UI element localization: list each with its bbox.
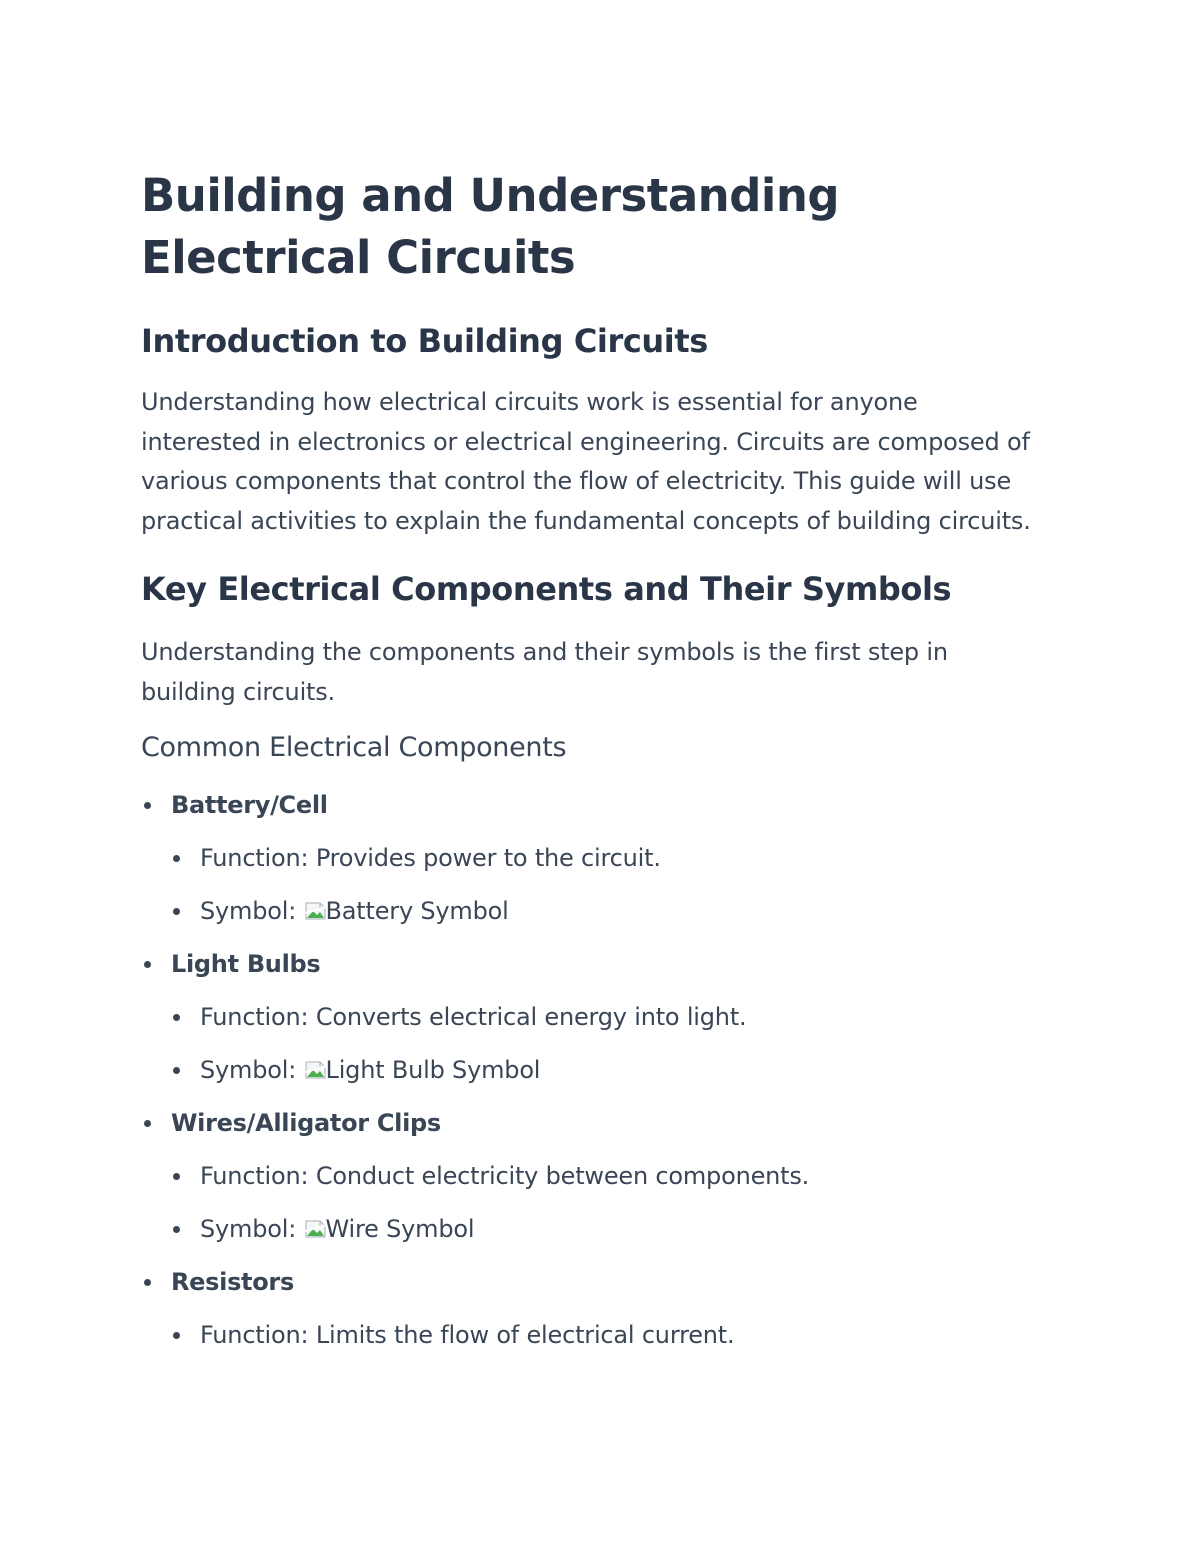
broken-image-icon [304, 901, 328, 921]
bullet-dot [173, 908, 180, 915]
list-item [171, 1157, 1041, 1196]
list-item [171, 1210, 1041, 1249]
bullet-dot [173, 855, 180, 862]
list-item [171, 892, 1041, 931]
symbol-alt-text: Battery Symbol [325, 897, 509, 925]
component-name: Wires/Alligator Clips [171, 1109, 441, 1137]
bullet-dot [144, 1279, 151, 1286]
function-label: Function: [200, 844, 309, 872]
list-item [141, 786, 1041, 931]
component-name: Light Bulbs [171, 950, 321, 978]
intro-paragraph: Understanding how electrical circuits work is essential for anyone interested in electronics or electrical engineering. Circuits are composed of various components that control the flow of electricity. This guide will use practical activities to explain the fundamental concepts of building circuits. [141, 388, 1031, 535]
intro-heading: Introduction to Building Circuits [141, 322, 708, 360]
bullet-dot [173, 1226, 180, 1233]
list-item [141, 945, 1041, 1090]
bullet-dot [144, 802, 151, 809]
component-details [171, 1157, 1041, 1249]
list-item [171, 998, 1041, 1037]
list-item [141, 1104, 1041, 1249]
bullet-dot [144, 1120, 151, 1127]
bullet-dot [144, 961, 151, 968]
list-item [141, 1263, 1041, 1355]
component-details [171, 839, 1041, 931]
function-text: Conduct electricity between components. [315, 1162, 810, 1190]
key-components-paragraph: Understanding the components and their symbols is the first step in building circuits. [141, 638, 948, 706]
document-title: Building and Understanding Electrical Circuits [141, 169, 840, 284]
list-item [171, 1051, 1041, 1090]
function-label: Function: [200, 1003, 309, 1031]
common-components-subheading: Common Electrical Components [141, 732, 567, 763]
document-page [141, 165, 1041, 1369]
component-details [171, 1316, 1041, 1355]
symbol-alt-text: Light Bulb Symbol [325, 1056, 541, 1084]
symbol-label: Symbol: [200, 1215, 297, 1243]
bullet-dot [173, 1067, 180, 1074]
symbol-label: Symbol: [200, 1056, 297, 1084]
list-item [171, 839, 1041, 878]
bullet-dot [173, 1173, 180, 1180]
symbol-label: Symbol: [200, 897, 297, 925]
component-list [141, 786, 1041, 1355]
function-label: Function: [200, 1321, 309, 1349]
broken-image-icon [304, 1060, 328, 1080]
bullet-dot [173, 1332, 180, 1339]
bullet-dot [173, 1014, 180, 1021]
list-item [171, 1316, 1041, 1355]
component-name: Resistors [171, 1268, 294, 1296]
broken-image-icon [304, 1219, 328, 1239]
function-label: Function: [200, 1162, 309, 1190]
symbol-alt-text: Wire Symbol [325, 1215, 475, 1243]
function-text: Limits the flow of electrical current. [315, 1321, 735, 1349]
function-text: Provides power to the circuit. [315, 844, 661, 872]
key-components-heading: Key Electrical Components and Their Symbols [141, 570, 952, 608]
function-text: Converts electrical energy into light. [315, 1003, 747, 1031]
component-name: Battery/Cell [171, 791, 328, 819]
component-details [171, 998, 1041, 1090]
